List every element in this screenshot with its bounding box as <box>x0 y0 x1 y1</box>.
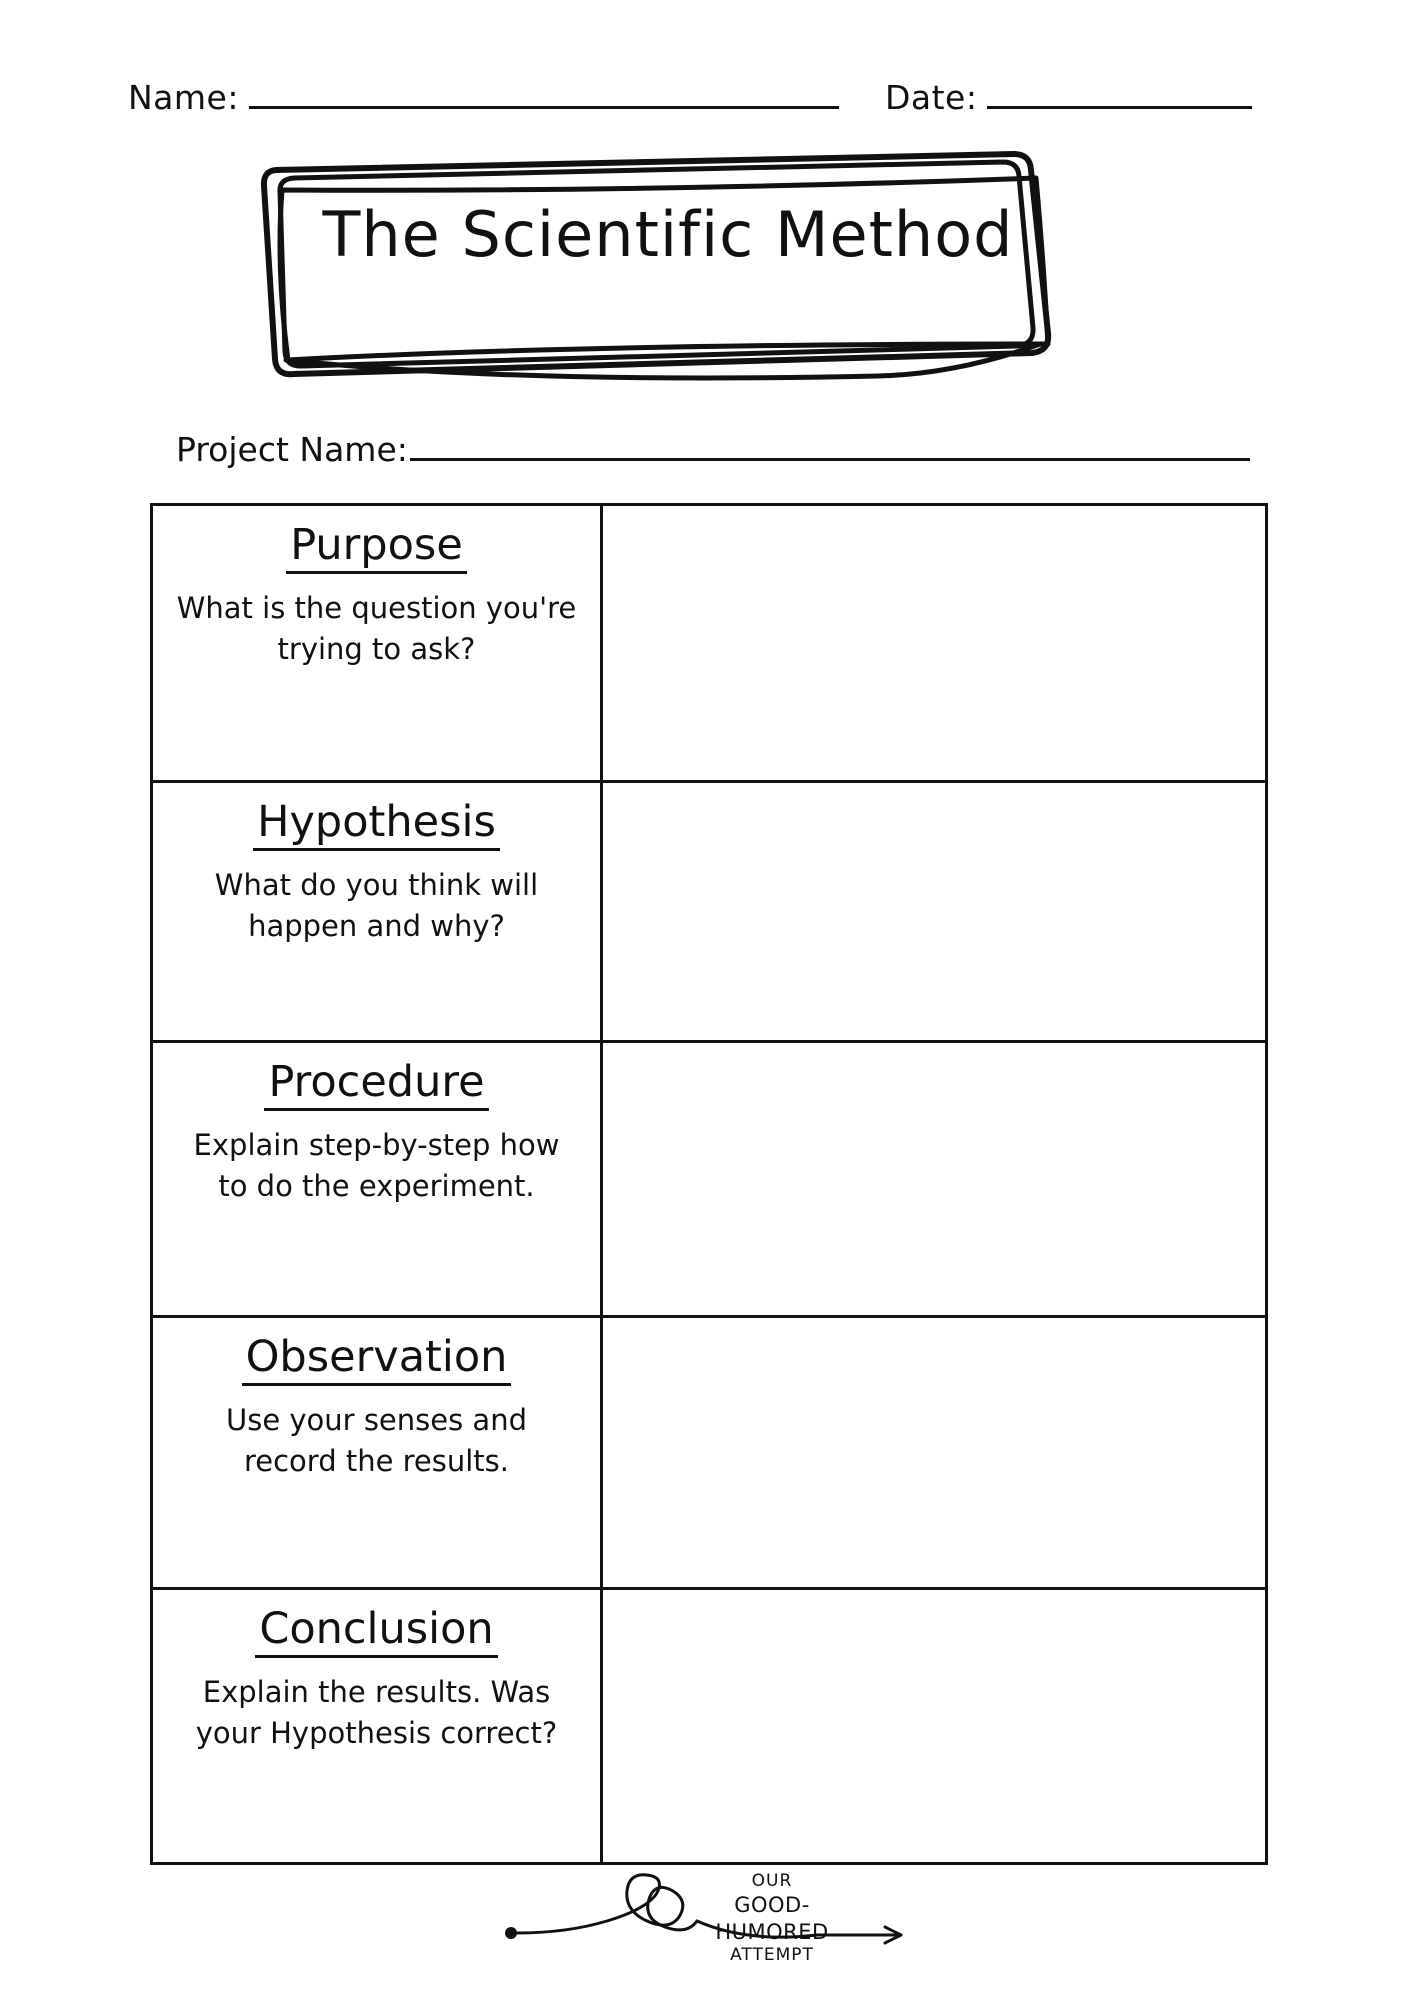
table-row <box>153 1590 1265 1862</box>
brand-line-2: GOOD-HUMORED <box>715 1893 829 1944</box>
section-title: Conclusion <box>255 1606 497 1658</box>
section-prompt-conclusion <box>153 1590 603 1862</box>
name-input-line[interactable] <box>249 105 839 109</box>
answer-area-purpose[interactable] <box>603 506 1265 780</box>
section-title: Procedure <box>264 1059 488 1111</box>
footer <box>0 1855 1414 1965</box>
date-label: Date: <box>884 78 978 117</box>
answer-area-hypothesis[interactable] <box>603 783 1265 1040</box>
project-name-label: Project Name: <box>176 430 408 469</box>
table-row <box>153 783 1265 1043</box>
answer-area-observation[interactable] <box>603 1318 1265 1587</box>
brand-text <box>687 1871 857 1966</box>
section-description: What do you think will happen and why? <box>214 868 539 944</box>
brand-line-1: OUR <box>751 1871 793 1891</box>
table-row <box>153 1318 1265 1590</box>
section-prompt-observation <box>153 1318 603 1587</box>
answer-area-conclusion[interactable] <box>603 1590 1265 1862</box>
date-input-line[interactable] <box>987 105 1252 109</box>
answer-area-procedure[interactable] <box>603 1043 1265 1315</box>
section-description: Explain the results. Was your Hypothesis correct? <box>195 1675 558 1751</box>
section-prompt-procedure <box>153 1043 603 1315</box>
section-title: Hypothesis <box>253 799 500 851</box>
project-name-input-line[interactable] <box>410 457 1250 461</box>
section-title: Purpose <box>286 522 467 574</box>
date-group <box>885 78 1259 117</box>
section-prompt-hypothesis <box>153 783 603 1040</box>
section-description: What is the question you're trying to ask? <box>176 591 577 667</box>
section-title: Observation <box>242 1334 512 1386</box>
name-label: Name: <box>128 78 239 117</box>
scientific-method-table <box>150 503 1268 1865</box>
brand-line-3: ATTEMPT <box>730 1944 814 1965</box>
name-date-row <box>128 78 1286 117</box>
table-row <box>153 1043 1265 1318</box>
section-description: Explain step-by-step how to do the experiment. <box>193 1128 560 1204</box>
section-description: Use your senses and record the results. <box>226 1403 527 1479</box>
table-row <box>153 506 1265 783</box>
page-title: The Scientific Method <box>322 198 1014 271</box>
project-name-row <box>176 430 1256 469</box>
section-prompt-purpose <box>153 506 603 780</box>
brand-logo <box>497 1855 917 1965</box>
title-banner <box>258 148 1078 393</box>
